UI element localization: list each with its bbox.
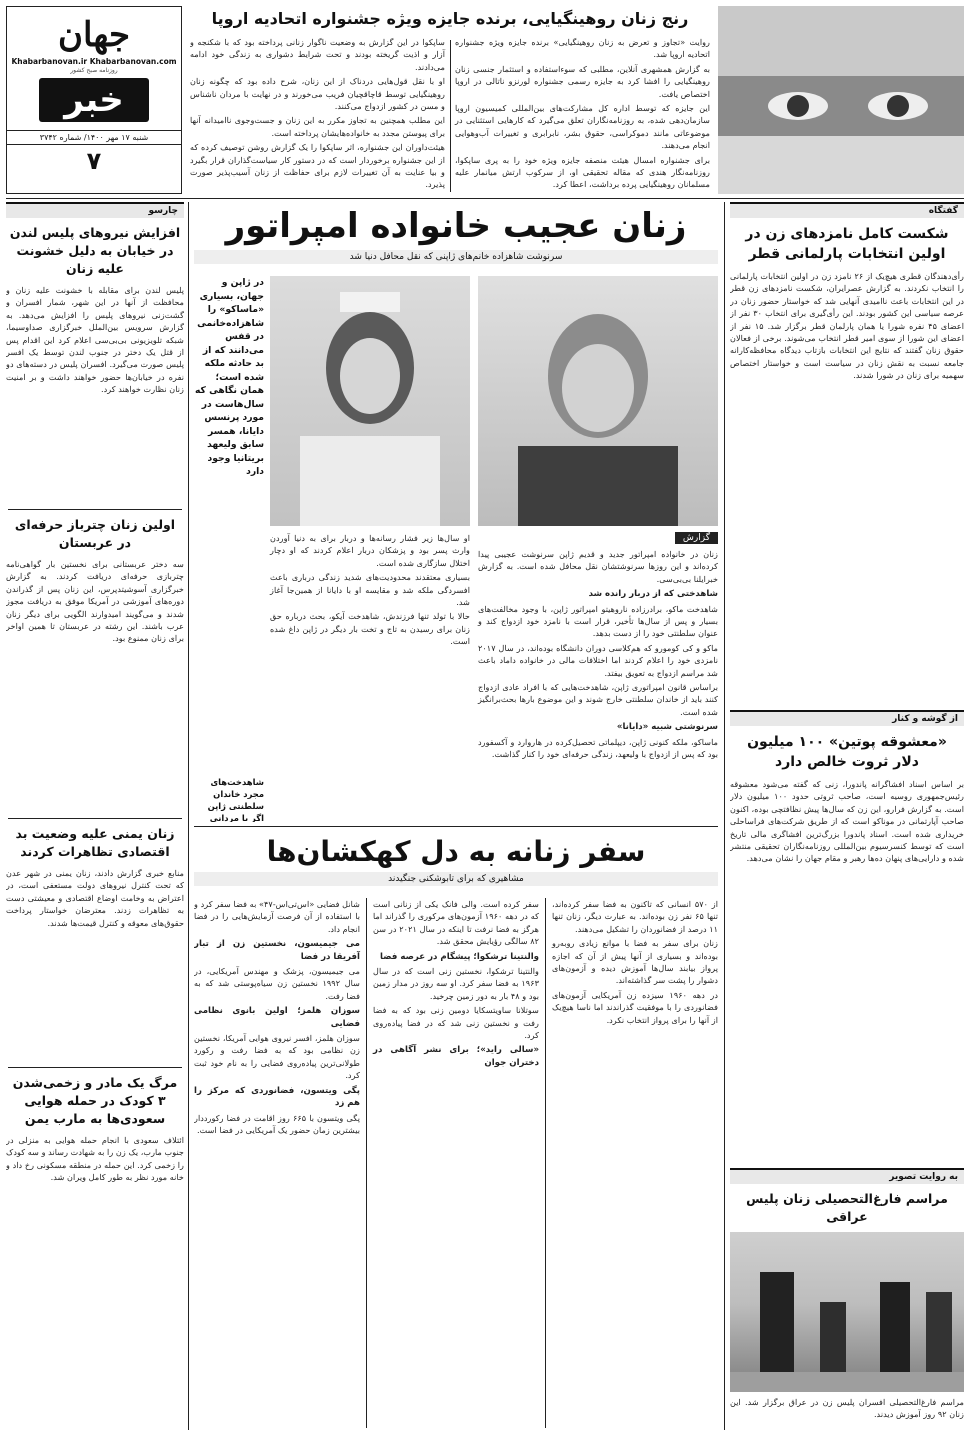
section-label-charsoo: چارسو xyxy=(6,202,184,218)
paragraph: پگی ویتسون با ۶۶۵ روز اقامت در فضا رکورددار بیشترین زمان حضور یک آمریکایی در فضا است. xyxy=(194,1112,360,1135)
paragraph: سفر کرده است. والی فانک یکی از زنانی است که در دهه ۱۹۶۰ آزمون‌های مرکوری را گذراند اما هرگز به فضا نرفت تا اینکه در سال ۲۰۲۱ در سن ۸۲ سالگی رؤیایش محقق شد. xyxy=(373,899,539,947)
paragraph: می جیمیسون، پزشک و مهندس آمریکایی، در سال ۱۹۹۲ نخستین زن سیاه‌پوستی شد که به فضا رفت. xyxy=(194,966,360,1001)
report-label: گزارش xyxy=(675,532,718,544)
space-col-3 xyxy=(194,898,360,1428)
iraq-police-caption: مراسم فارغ‌التحصیلی افسران پلیس زن در عراق برگزار شد. این زنان ۹۲ روز آموزش دیدند. xyxy=(730,1397,964,1420)
logo-text: خبر xyxy=(64,80,124,120)
top-story-title: رنج زنان روهینگیایی، برنده جایزه ویژه جشنواره اتحادیه اروپا xyxy=(211,9,689,28)
saudi-skydivers-title: اولین زنان چترباز حرفه‌ای در عربستان xyxy=(8,509,182,552)
main-feature-subtitle: سرنوشت شاهزاده خانم‌های ژاپنی که نقل محافل دنیا شد xyxy=(194,250,718,264)
page-number: ۷ xyxy=(86,147,102,175)
section-label-tasvir: به روایت تصویر xyxy=(730,1168,964,1184)
subheading: سرنوشتی شبیه «دایانا» xyxy=(616,722,718,733)
main-feature-col-right xyxy=(478,548,718,818)
paragraph: این مطلب همچنین به تجاوز مکرر به این زنان و جست‌وجوی ناامیدانه آنها برای پیوستن مجدد به خانواده‌هایشان پرداخته است. xyxy=(190,115,445,138)
subheading: پگی ویتسون، فضانوردی که مرکز را هم زد xyxy=(194,1085,360,1109)
paragraph: به گزارش همشهری آنلاین، مطلبی که سوءاستفاده و استثمار جنسی زنان روهینگیایی را افشا کرد به جایزه رسمی جشنواره لورنزو ناتالی در اروپا اختصاص یافت. xyxy=(455,63,710,99)
main-feature-quote: شاهدخت‌های مجرد خاندان سلطنتی ژاپن اگر با مردانی xyxy=(207,777,264,822)
section-title: جهان xyxy=(57,15,131,55)
masthead xyxy=(6,6,182,194)
paragraph: سوتلانا ساویتسکایا دومین زنی بود که به فضا رفت و نخستین زنی شد که در فضا پیاده‌روی کرد. xyxy=(373,1005,539,1041)
paragraph: زنان برای سفر به فضا با موانع زیادی روبه‌رو بوده‌اند و بسیاری از آنها پیش از آن که اجازه پرواز بیابند سال‌ها آموزش دیده و آزمون‌های دشوار را پشت سر گذاشته‌اند. xyxy=(552,938,718,986)
paragraph: هیئت‌داوران این جشنواره، اثر ساپکوا را یک گزارش روشن توصیف کرده که از این جشنواره برخوردار است که در دستور کار سیاست‌گذاران قرار بگیرد و بیا عنایت به آن تغییرات لازم برای حفاظت از زنان آسیب‌پذیر صورت پذیرد. xyxy=(190,142,445,190)
paragraph: براساس قانون امپراتوری ژاپن، شاهدخت‌هایی که با افراد عادی ازدواج کنند باید از خاندان سلطنتی خارج شوند و این موضوع بارها بحث‌برانگیز شده است. xyxy=(478,682,718,717)
putin-story-title: «معشوقه پوتین» ۱۰۰ میلیون دلار ثروت خالص دارد xyxy=(747,734,947,770)
paragraph: این جایزه که توسط اداره کل مشارکت‌های بین‌المللی کمیسیون اروپا سازمان‌دهی شده، به روزنامه‌نگاران تعلق می‌گیرد که کارهایی استثنایی در موضوعاتی مانند دموکراسی، حقوق بشر، نابرابری و تغییرات آب‌وهوایی انجام می‌دهند. xyxy=(455,103,710,151)
space-story-title: سفر زنانه به دل کهکشان‌ها xyxy=(266,835,646,868)
subheading: شاهدختی که از دربار رانده شد xyxy=(588,589,718,600)
paragraph: سوزان هلمز، افسر نیروی هوایی آمریکا، نخستین زن نظامی بود که به فضا رفت و رکورد طولانی‌ترین پیاده‌روی فضایی را به نام خود ثبت کرد. xyxy=(194,1033,360,1081)
sidebar-right-news xyxy=(6,202,184,1432)
london-police-title: افزایش نیروهای پلیس لندن در خیابان به دلیل خشونت علیه زنان xyxy=(9,225,181,276)
paragraph: زنان در خانواده امپراتور جدید و قدیم ژاپن سرنوشت عجیبی پیدا کرده‌اند و این روزها سرنوشتشان نقل محافل شده است. به گزارش خبرایلنا بی‌بی‌سی. xyxy=(478,549,718,584)
subheading: «سالی راید»؛ برای نشر آگاهی در دختران جوان xyxy=(373,1045,539,1068)
main-feature-caption: در ژاپن و جهان، بسیاری «ماساکو» را شاهزاده‌خانمی در قفس می‌دانند که از بد حادثه ملکه شده است؛ همان نگاهی که سال‌هاست در مورد پرنسس دایانا، همسر سابق ولیعهد بریتانیا وجود دارد xyxy=(194,277,264,477)
site-url: Khabarbanovan.ir Khabarbanovan.com xyxy=(11,57,177,66)
subheading: سوزان هلمز؛ اولین بانوی نظامی فضایی xyxy=(194,1006,360,1029)
main-feature-col-middle xyxy=(270,532,470,818)
sidebar-left-news xyxy=(730,202,964,1432)
paragraph: روایت «تجاوز و تعرض به زنان روهینگیایی» برنده جایزه ویژه جشنواره اتحادیه اروپا شد. xyxy=(455,37,710,60)
top-story-photo xyxy=(718,6,964,194)
main-feature-title: زنان عجیب خانواده امپراتور xyxy=(225,206,687,246)
iraq-police-title: مراسم فارغ‌التحصیلی زنان پلیس عراقی xyxy=(746,1191,948,1224)
paragraph: ماکو و کی کومورو که هم‌کلاسی دوران دانشگاه بوده‌اند، در سال ۲۰۱۷ نامزدی خود را اعلام کردند اما اختلافات مالی در خانواده داماد باعث شد مراسم ازدواج به تعویق بیفتد. xyxy=(478,642,718,678)
section-label-goftegah: گفتگاه xyxy=(730,202,964,218)
empress-masako-photo xyxy=(478,276,718,526)
veiled-woman-eyes-image xyxy=(718,6,964,194)
iraq-police-photo xyxy=(730,1232,964,1392)
princess-portrait-image xyxy=(270,276,470,526)
paragraph: از ۵۷۰ انسانی که تاکنون به فضا سفر کرده‌اند، تنها ۶۵ نفر زن بوده‌اند. به عبارت دیگر، زنان تنها ۱۱ درصد از فضانوردان را تشکیل می‌دهند. xyxy=(552,899,718,934)
space-story-subtitle: مشاهیری که برای تابوشکنی جنگیدند xyxy=(194,872,718,886)
qatar-story-body: رأی‌دهندگان قطری هیچ‌یک از ۲۶ نامزد زن در اولین انتخابات پارلمانی را انتخاب نکردند. به گزارش عصرایران، شکست نامزدهای زن قطر در این انتخابات باعث ناامیدی آنهایی شد که خواستار حضور زنان در عرصه سیاسی این کشور بودند. این رأی‌گیری برای انتخاب ۳۰ نفر از اعضای ۴۵ نفره شورا یا همان پارلمان قطر برگزار شد. ۱۵ نفر از اعضای این شورا از سوی امیر قطر انتخاب می‌شوند. برخی از فعالان حقوق زنان گفتند که نتایج این انتخابات بازتاب دیدگاه محافظه‌کارانه جامعه نسبت به نقش زنان در سیاست است و خواستار اختصاص سهمیه برای زنان در شورا شدند. xyxy=(730,271,964,381)
logo xyxy=(39,78,149,122)
space-col-2 xyxy=(373,898,539,1428)
top-story-col-right xyxy=(455,36,710,196)
qatar-story-title: شکست کامل نامزدهای زن در اولین انتخابات پارلمانی قطر xyxy=(745,226,949,262)
space-story xyxy=(194,832,718,1432)
tagline: روزنامه صبح کشور xyxy=(70,67,118,74)
subheading: والنتینا ترشکوا؛ پیشگام در عرصه فضا xyxy=(380,951,539,962)
paragraph: او با نقل قول‌هایی دردناک از این زنان، شرح داده بود که چگونه زنان روهینگیایی توسط قاچاقچیان فریب می‌خورند و در نهایت با مردان ناشناس و مسن در کشور ازدواج می‌کنند. xyxy=(190,76,445,112)
yemen-women-title: زنان یمنی علیه وضعیت بد اقتصادی تظاهرات کردند xyxy=(8,818,182,861)
putin-story-body: بر اساس اسناد افشاگرانه پاندورا، زنی که گفته می‌شود معشوقه رئیس‌جمهوری روسیه است، صاحب ثروتی حدود ۱۰۰ میلیون دلار است. به گزارش فرارو، این زن که سال‌ها پیش نظافتچی بوده، اکنون صاحب آپارتمانی در موناکو است که از طریق شرکت‌های فراساحلی خریداری شده است. اسناد پاندورا بزرگ‌ترین افشاگری مالی تاریخ است که توسط کنسرسیوم بین‌المللی روزنامه‌نگاران تحقیقی منتشر شده و دارایی‌های پنهان ده‌ها رهبر و مقام جهان را نشان می‌دهد. xyxy=(730,779,964,864)
paragraph: ماساکو، ملکه کنونی ژاپن، دیپلماتی تحصیل‌کرده در هاروارد و آکسفورد بود که پس از ازدواج با ولیعهد، زندگی حرفه‌ای خود را کنار گذاشت. xyxy=(478,736,718,760)
paragraph: شاهدخت ماکو، برادرزاده ناروهیتو امپراتور ژاپن، با وجود مخالفت‌های بسیار و پس از سال‌ها تأخیر، قرار است با نامزد خود ازدواج کند و عنوان سلطنتی خود را از دست بدهد. xyxy=(478,603,718,639)
paragraph: برای جشنواره امسال هیئت منصفه جایزه ویژه خود را به پری ساپکوا، روزنامه‌نگار هندی که مقاله تحقیقی او، از سرکوب ارتش میانمار علیه مسلمانان روهینگیایی پرده برداشت، اعطا کرد. xyxy=(455,154,710,190)
yemen-women-body: منابع خبری گزارش دادند، زنان یمنی در شهر عدن که تحت کنترل نیروهای دولت مستعفی است، در اعتراض به وخامت اوضاع اقتصادی و معیشتی دست به تظاهرات زدند. معترضان خواستار پرداخت حقوق‌های معوقه و کنترل قیمت‌ها شدند. xyxy=(6,868,184,928)
princess-mako-photo xyxy=(270,276,470,526)
section-label-gooshe: از گوشه و کنار xyxy=(730,710,964,726)
paragraph: شانل فضایی «اس‌تی‌اس-۴۷» به فضا سفر کرد و با استفاده از آن فرصت آزمایش‌هایی را در فضا انجام داد. xyxy=(194,899,360,934)
issue-date: شنبه ۱۷ مهر ۱۴۰۰/ شماره ۳۷۴۲ xyxy=(7,130,181,145)
main-feature xyxy=(194,202,718,822)
paragraph: ساپکوا در این گزارش به وضعیت ناگوار زنانی پرداخته بود که با شکنجه و آزار و اذیت گریخته بودند و تحت شرایط دشواری به زندگی خود ادامه می‌دادند. xyxy=(190,37,445,72)
paragraph: والنتینا ترشکوا، نخستین زنی است که در سال ۱۹۶۳ به فضا سفر کرد. او سه روز در مدار زمین بود و ۴۸ بار به دور زمین چرخید. xyxy=(373,966,539,1001)
paragraph: حالا با تولد تنها فرزندش، شاهدخت آیکو، بحث درباره حق زنان برای رسیدن به تاج و تخت بار دیگر در ژاپن داغ شده است. xyxy=(270,611,470,647)
saudi-skydivers-body: سه دختر عربستانی برای نخستین بار گواهی‌نامه چتربازی حرفه‌ای دریافت کردند. به گزارش خبرگزاری آسوشیتدپرس، این زنان پس از گذراندن دوره‌های آموزشی در آمریکا موفق به دریافت مجوز شدند و می‌گویند امیدوارند الگویی برای دیگر زنان عرب باشند. این رشته در عربستان تا همین اواخر برای زنان ممنوع بود. xyxy=(6,559,184,644)
empress-portrait-image xyxy=(478,276,718,526)
marib-attack-body: ائتلاف سعودی با انجام حمله هوایی به منزلی در جنوب مارب، یک زن را به شهادت رساند و سه کودک را زخمی کرد. این حمله در منطقه مسکونی رخ داد و خانه مورد نظر به طور کامل ویران شد. xyxy=(6,1135,184,1183)
paragraph: در دهه ۱۹۶۰ سیزده زن آمریکایی آزمون‌های فضانوردی را با موفقیت گذراندند اما ناسا هیچ‌یک از آنها را برای پرواز انتخاب نکرد. xyxy=(552,989,718,1025)
space-col-1 xyxy=(552,898,718,1428)
paragraph: بسیاری معتقدند محدودیت‌های شدید زندگی درباری باعث افسردگی ملکه شد و مقایسه او با دایانا از همین‌جا آغاز شد. xyxy=(270,572,470,608)
subheading: می جیمیسون، نخستین زن از تبار آفریقا در فضا xyxy=(194,939,360,962)
marib-attack-title: مرگ یک مادر و زخمی‌شدن ۳ کودک در حمله هوایی سعودی‌ها به مارب یمن xyxy=(8,1067,182,1128)
paragraph: او سال‌ها زیر فشار رسانه‌ها و دربار برای به دنیا آوردن وارث پسر بود و پزشکان دربار اعلام کردند که او دچار اختلال سازگاری شده است. xyxy=(270,533,470,568)
london-police-body: پلیس لندن برای مقابله با خشونت علیه زنان و محافظت از آنها در این شهر، شمار افسران و گشت‌زنی نیروهای پلیس را افزایش می‌دهد. به گزارش سرویس بین‌الملل خبرگزاری صداوسیما، شبکه تلویزیونی بی‌بی‌سی اعلام کرد این اقدام پس از قتل یک دختر در جنوب لندن توسط یک افسر پلیس صورت می‌گیرد. افسران پلیس در دسته‌های دو نفره در خیابان‌ها حضور خواهند داشت و بر امنیت زنان نظارت خواهند کرد. xyxy=(6,285,184,395)
policewomen-image xyxy=(730,1232,964,1392)
top-story-col-left xyxy=(190,36,445,196)
